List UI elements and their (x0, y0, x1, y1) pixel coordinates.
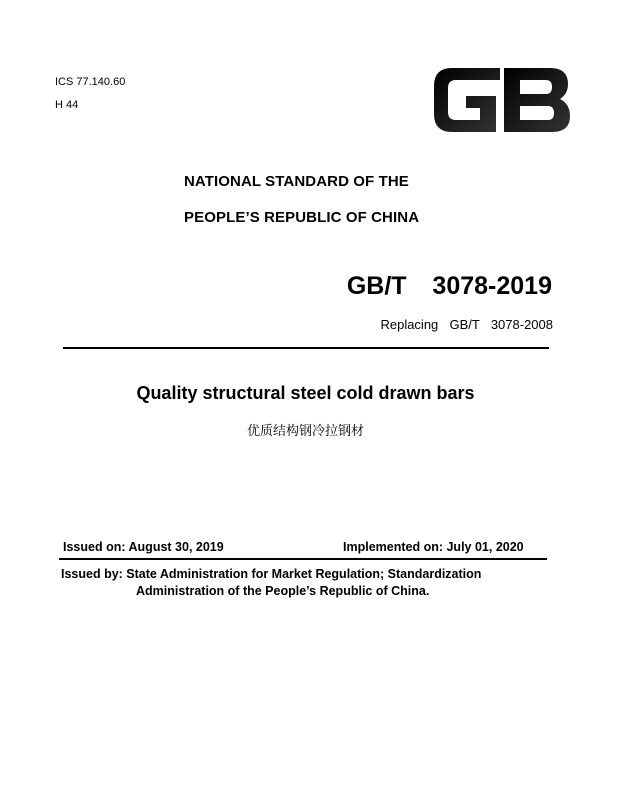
replacing-note: Replacing GB/T 3078-2008 (380, 317, 553, 332)
divider-top (63, 347, 549, 349)
ics-code: ICS 77.140.60 (55, 76, 126, 88)
national-standard-line2: PEOPLE’S REPUBLIC OF CHINA (184, 209, 420, 226)
standard-number: GB/T 3078-2019 (346, 272, 552, 300)
national-standard-line1: NATIONAL STANDARD OF THE (184, 173, 409, 190)
national-standard-heading (184, 164, 419, 236)
implemented-date: Implemented on: July 01, 2020 (343, 540, 524, 554)
gb-logo-icon (430, 64, 572, 136)
issuer-line2: Administration of the People’s Republic of China. (136, 584, 430, 598)
classification-codes (55, 71, 125, 117)
title-english: Quality structural steel cold drawn bars (136, 383, 475, 403)
title-chinese: 优质结构钢冷拉钢材 (246, 424, 364, 439)
issued-date: Issued on: August 30, 2019 (63, 540, 224, 554)
issuer-line1: Issued by: State Administration for Market Regulation; Standardization (61, 567, 482, 581)
divider-bottom (59, 558, 547, 560)
ccs-code: H 44 (55, 99, 79, 111)
issuer-block (61, 566, 531, 600)
